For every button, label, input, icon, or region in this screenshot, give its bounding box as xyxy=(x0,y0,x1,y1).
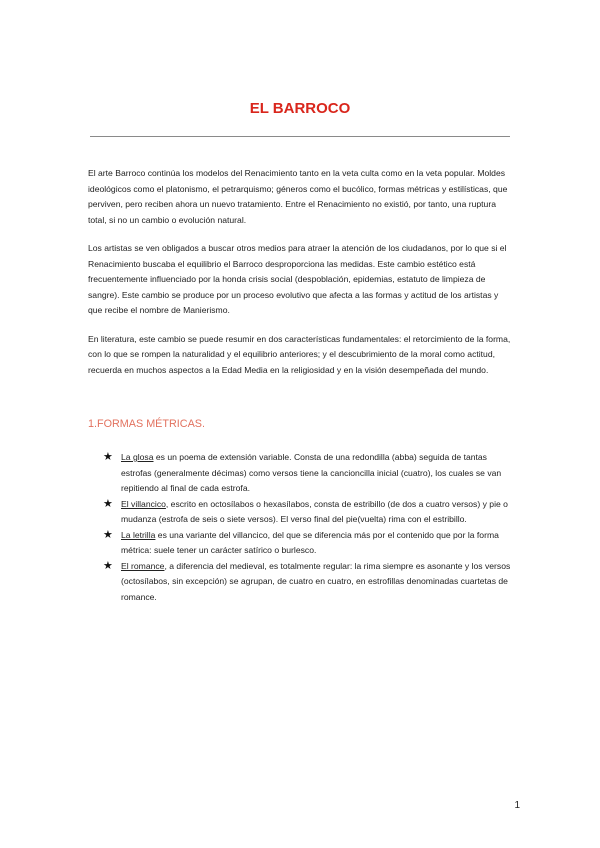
star-icon: ★ xyxy=(103,559,113,572)
term-description: , escrito en octosílabos o hexasílabos, consta de estribillo (de dos a cuatro versos) y pie o mudanza (estrofa de seis o siete versos). El verso final del pie(vuelta) rima con el estribillo. xyxy=(121,498,508,524)
paragraph: El arte Barroco continúa los modelos del Renacimiento tanto en la veta culta como en la veta popular. Moldes ideológicos como el platonismo, el petrarquismo; géneros como el bucólico, formas métricas y estilísticas, que perviven, pero reciben ahora un nuevo tratamiento. Entre el Renacimiento no existió, por tanto, una ruptura total, si no un cambio o evolución natural. xyxy=(88,168,508,225)
paragraph: Los artistas se ven obligados a buscar otros medios para atraer la atención de los ciudadanos, por lo que si el Renacimiento buscaba el equilibrio el Barroco desproporciona las medidas. Este cambio estético está frecuentemente influenciado por la honda crisis social (despoblación, epidemias, estatuto de limpieza de sangre). Este cambio se produce por un proceso evolutivo que afecta a las formas y actitud de los artistas y que recibe el nombre de Manierismo. xyxy=(88,243,507,315)
term-description: es una variante del villancico, del que se diferencia más por el contenido que por la forma métrica: suele tener un carácter satírico o burlesco. xyxy=(121,529,499,555)
term-label: La letrilla xyxy=(121,529,156,540)
list-item xyxy=(100,559,513,606)
star-icon: ★ xyxy=(103,528,113,541)
term-description: , a diferencia del medieval, es totalmente regular: la rima siempre es asonante y los versos (octosílabos, sin excepción) se agrupan, de cuatro en cuatro, en estrofillas denominadas cuartetas de romance. xyxy=(121,560,511,602)
paragraph: En literatura, este cambio se puede resumir en dos características fundamentales: el retorcimiento de la forma, con lo que se rompen la naturalidad y el equilibrio anteriores; y el descubrimiento de la moral como actitud, recuerda en muchos aspectos a la Edad Media en la religiosidad y en la visión desempeñada del mundo. xyxy=(88,333,511,375)
title-divider xyxy=(90,136,510,137)
star-icon: ★ xyxy=(103,451,113,463)
term-description: es un poema de extensión variable. Consta de una redondilla (abba) seguida de tantas estrofas (generalmente décimas) como versos tiene la cancioncilla inicial (cuatro), los cuales se van repitiendo al final de cada estrofa. xyxy=(121,452,502,493)
page-title: EL BARROCO xyxy=(249,100,351,117)
page-number: 1 xyxy=(514,800,520,811)
list-item xyxy=(100,450,513,497)
term-label: La glosa xyxy=(121,452,154,462)
body-text xyxy=(88,166,513,391)
list-item xyxy=(100,528,513,559)
list-item xyxy=(100,497,513,528)
term-label: El romance xyxy=(121,560,165,571)
bullet-list xyxy=(100,450,513,605)
section-heading: 1.FORMAS MÉTRICAS. xyxy=(88,418,205,430)
term-label: El villancico xyxy=(121,498,166,509)
star-icon: ★ xyxy=(103,497,113,510)
